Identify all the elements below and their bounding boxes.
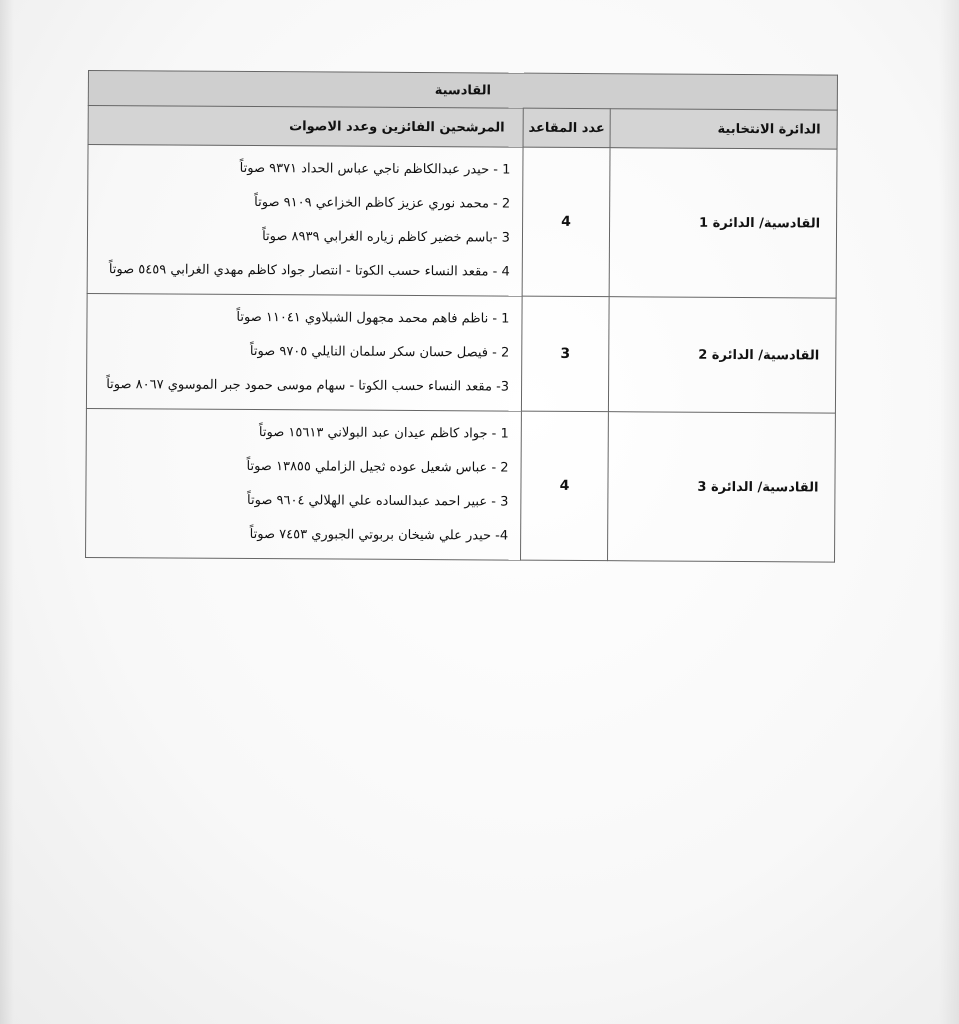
header-seats: عدد المقاعد xyxy=(523,108,610,148)
candidate-entry: 1 - ناظم فاهم محمد مجهول الشبلاوي ١١٠٤١ صوتاً xyxy=(236,309,510,327)
election-results-table xyxy=(85,70,838,563)
candidate-entry: 3- مقعد النساء حسب الكوتا - سهام موسى حمود جبر الموسوي ٨٠٦٧ صوتاً xyxy=(106,377,510,395)
candidate-entry: 3 -باسم خضير كاظم زياره الغرابي ٨٩٣٩ صوتاً xyxy=(262,229,511,246)
district-cell: القادسية/ الدائرة 3 xyxy=(608,412,836,562)
table-row xyxy=(87,145,837,299)
candidates-cell xyxy=(87,145,523,297)
candidates-cell xyxy=(86,408,522,560)
candidate-entry: 2 - محمد نوري عزيز كاظم الخزاعي ٩١٠٩ صوتاً xyxy=(254,195,511,212)
header-candidates: المرشحين الفائزين وعدد الاصوات xyxy=(88,106,523,148)
table-row xyxy=(86,293,836,413)
table-row xyxy=(86,408,836,562)
page-edge-shadow xyxy=(0,0,14,1024)
seats-cell: 4 xyxy=(522,147,610,297)
candidate-entry: 2 - عباس شعيل عوده ثجيل الزاملي ١٣٨٥٥ صوتاً xyxy=(246,458,509,476)
candidate-entry: 1 - حيدر عبدالكاظم ناجي عباس الحداد ٩٣٧١ صوتاً xyxy=(239,160,511,178)
seats-cell: 3 xyxy=(521,296,609,412)
table-header-row xyxy=(88,106,837,150)
table-title-row xyxy=(88,71,837,111)
table-title: القادسية xyxy=(88,71,837,111)
candidate-entry: 2 - فيصل حسان سكر سلمان النايلي ٩٧٠٥ صوتاً xyxy=(249,343,510,361)
candidate-entry: 3 - عبير احمد عبدالساده علي الهلالي ٩٦٠٤ صوتاً xyxy=(246,492,509,510)
seats-cell: 4 xyxy=(521,411,609,561)
header-district: الدائرة الانتخابية xyxy=(610,109,837,149)
page-edge-shadow-right xyxy=(939,0,959,1024)
district-cell: القادسية/ الدائرة 1 xyxy=(609,148,837,298)
candidate-entry: 4 - مقعد النساء حسب الكوتا - انتصار جواد كاظم مهدي الغرابي ٥٤٥٩ صوتاً xyxy=(108,262,510,280)
candidate-entry: 4- حيدر علي شيخان بربوتي الجبوري ٧٤٥٣ صوتاً xyxy=(249,526,509,544)
district-cell: القادسية/ الدائرة 2 xyxy=(608,297,836,413)
candidates-cell xyxy=(86,293,522,411)
candidate-entry: 1 - جواد كاظم عيدان عبد البولاني ١٥٦١٣ صوتاً xyxy=(258,425,509,442)
